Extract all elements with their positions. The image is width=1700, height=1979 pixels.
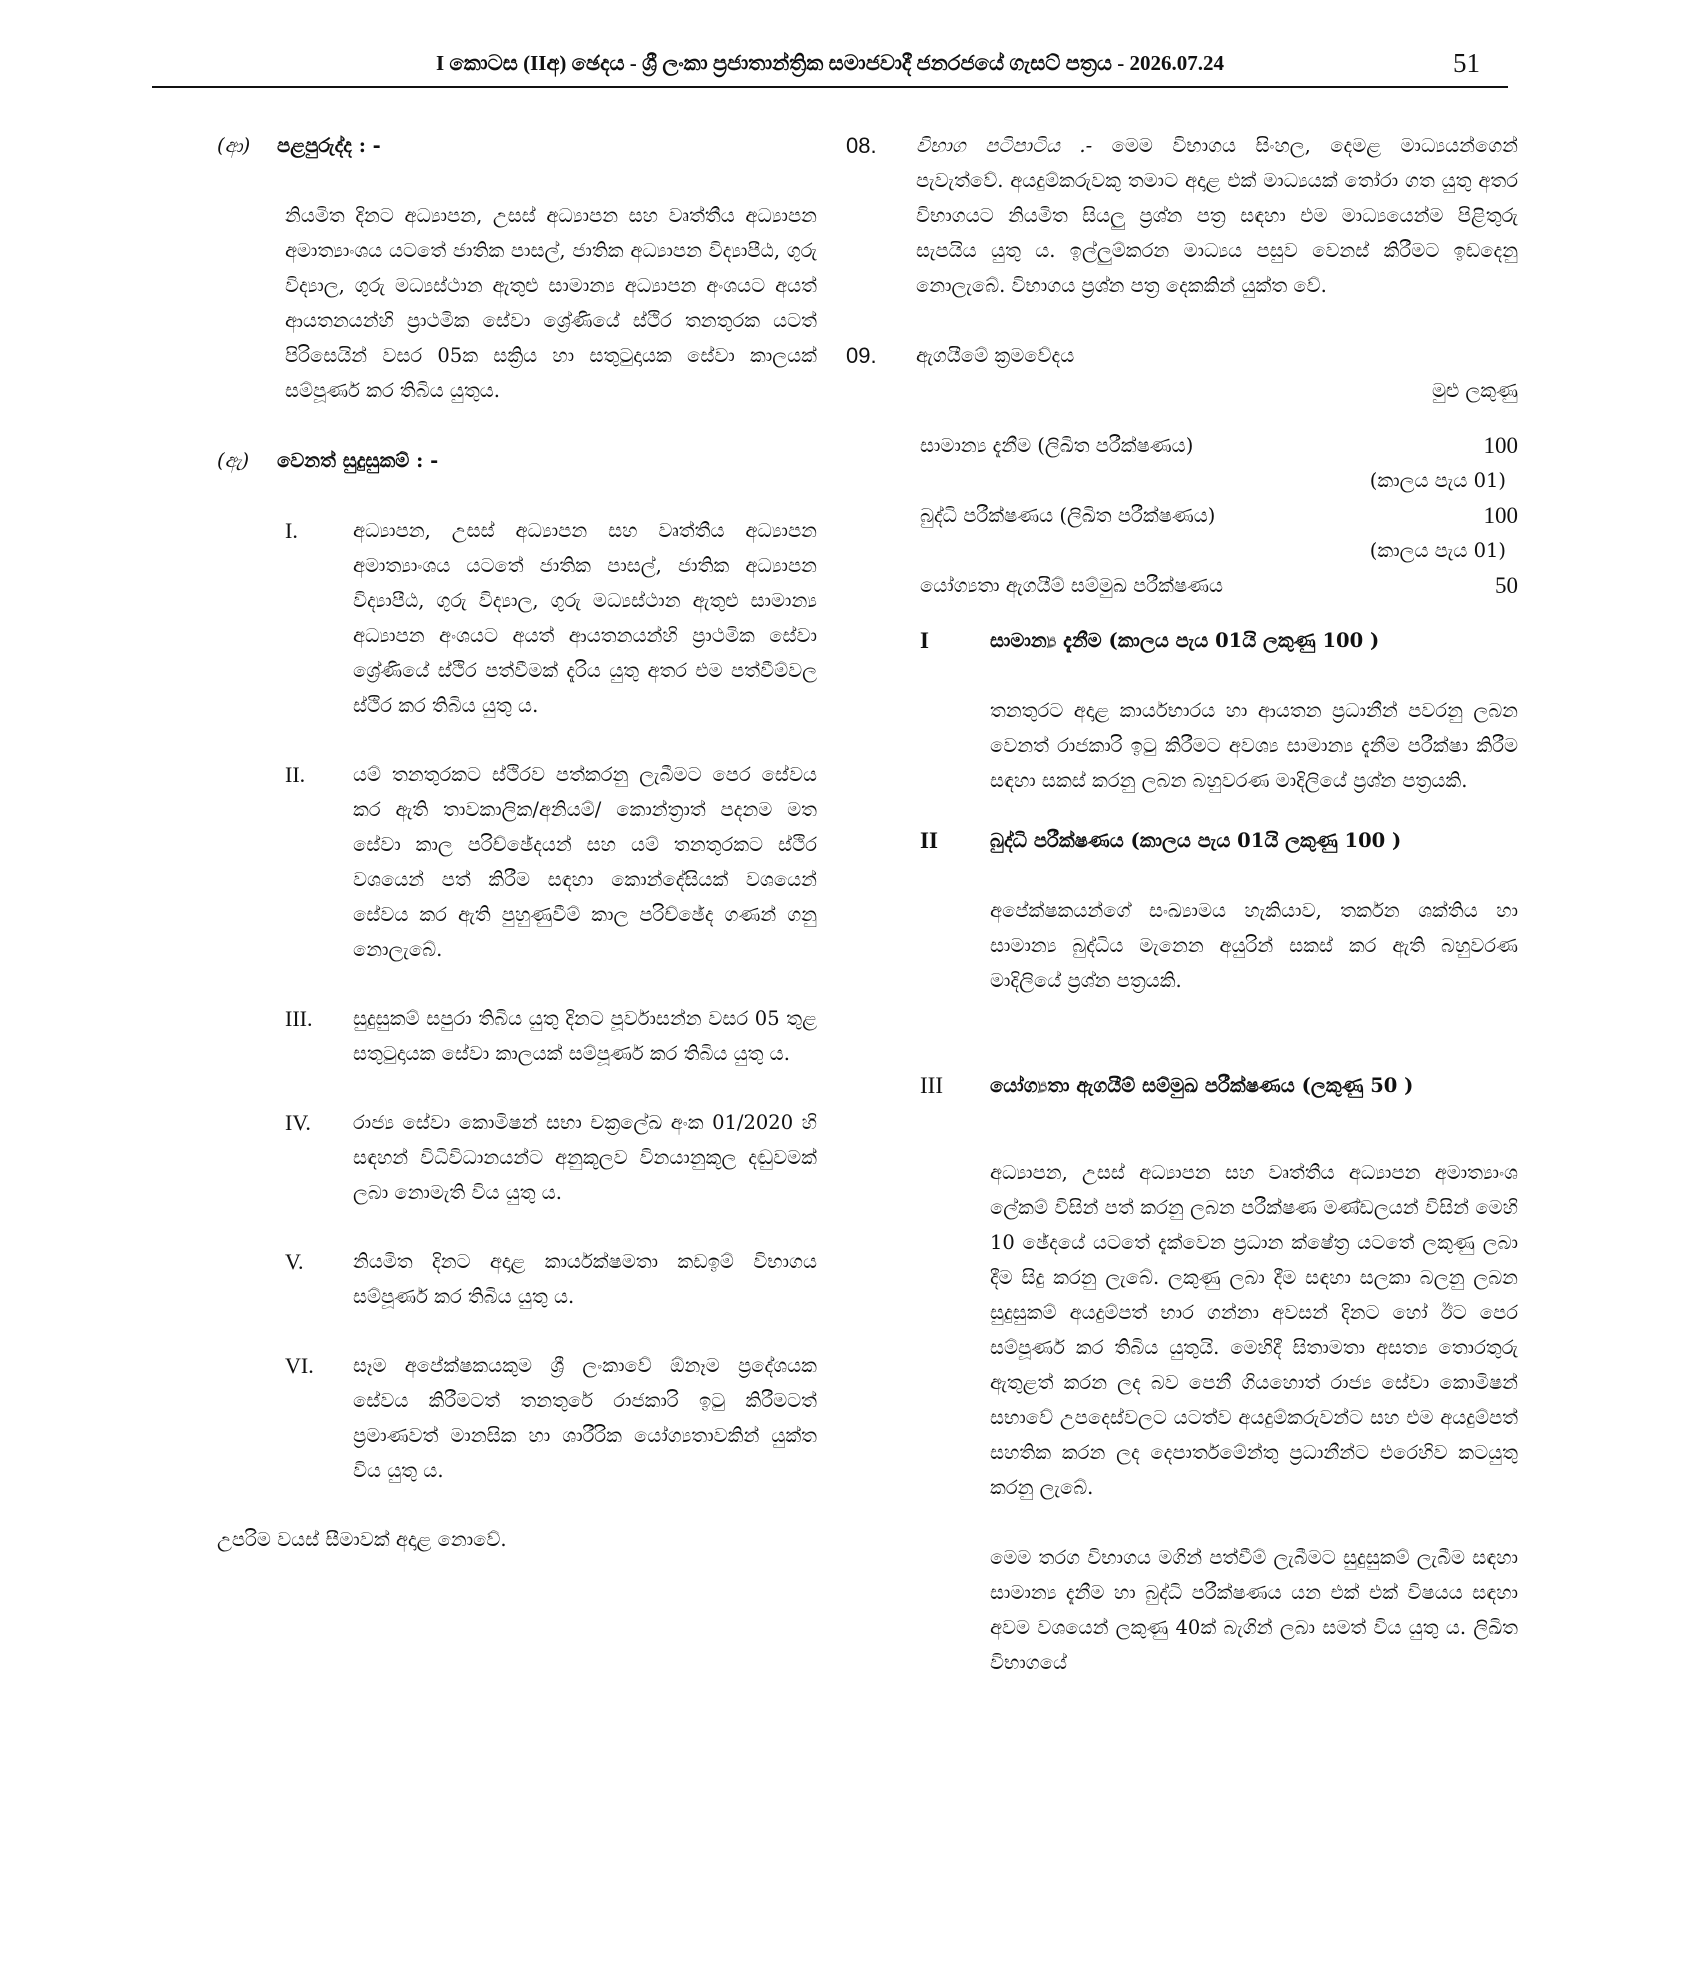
age-limit-note: උපරිම වයස් සීමාවක් අදාළ නොවේ. xyxy=(217,1528,507,1551)
subsection-heading xyxy=(920,1068,1518,1103)
exam-procedure-text xyxy=(916,128,1518,303)
marks-row-label: සාමාන්‍ය දැනීම (ලිඛිත පරීක්ෂණය) xyxy=(920,434,1194,457)
list-item xyxy=(285,1001,817,1071)
right-column xyxy=(846,128,1518,1680)
section-experience-text: නියමිත දිනට අධ්‍යාපන, උසස් අධ්‍යාපන සහ වෘත්තීය අධ්‍යාපන අමාත්‍යාංශය යටතේ ජාතික පාසල්, ජාතික අධ්‍යාපන විද්‍යාපීඨ, ගුරු විද්‍යාල, ගුරු මධ්‍යස්ථාන ඇතුළු සාමාන්‍ය අධ්‍යාපන අංශයට අයත් ආයතනයන්හි ප්‍රාථමික සේවා ශ්‍රේණියේ ස්ථිර තනතුරක යටත් පිරිසෙයින් වසර 05ක සක්‍රිය හා සතුටුදායක සේවා කාලයක් සම්පූර්ණ කර තිබිය යුතුය. xyxy=(285,204,817,402)
item-number: VI. xyxy=(285,1353,314,1378)
item-number: 09. xyxy=(846,343,877,368)
item-number: V. xyxy=(285,1249,304,1274)
list-item xyxy=(285,1105,817,1210)
left-column xyxy=(217,128,817,1557)
list-item xyxy=(285,513,817,723)
marks-row-value: 100 xyxy=(1483,503,1518,528)
item-text: අධ්‍යාපන, උසස් අධ්‍යාපන සහ වෘත්තීය අධ්‍යාපන අමාත්‍යාංශය යටතේ ජාතික පාසල්, ජාතික අධ්‍යාපන විද්‍යාපීඨ, ගුරු විද්‍යාල, ගුරු මධ්‍යස්ථාන ඇතුළු සාමාන්‍ය අධ්‍යාපන අංශයට අයත් ආයතනයන්හි ප්‍රාථමික සේවා ශ්‍රේණියේ ස්ථිර පත්වීමක් දැරිය යුතු අතර එම පත්වීම්වල ස්ථිර කර තිබිය යුතු ය. xyxy=(353,519,817,717)
subsection-number: III xyxy=(920,1073,943,1098)
list-item xyxy=(285,1348,817,1488)
exam-procedure-body: මෙම විභාගය සිංහල, දෙමළ මාධ්‍යයන්ගෙන් පැවැත්වේ. අයදුම්කරුවකු තමාට අදාළ එක් මාධ්‍යයක් තෝරා ගත යුතු අතර විභාගයට නියමිත සියලු ප්‍රශ්න පත්‍ර සඳහා එම මාධ්‍යයෙන්ම පිළිතුරු සැපයිය යුතු ය. ඉල්ලුම්කරන මාධ්‍යය පසුව වෙනස් කිරීමට ඉඩදෙනු නොලැබේ. විභාගය ප්‍රශ්න පත්‍ර දෙකකින් යුක්ත වේ. xyxy=(916,134,1518,297)
section-title: වෙනත් සුදුසුකම් : - xyxy=(277,449,439,472)
subsection-number: I xyxy=(920,628,929,653)
item-exam-procedure xyxy=(846,128,1518,303)
subsection-text: අධ්‍යාපන, උසස් අධ්‍යාපන සහ වෘත්තීය අධ්‍යාපන අමාත්‍යාංශ ලේකම් විසින් පත් කරනු ලබන පරීක්ෂණ මණ්ඩලයන් විසින් මෙහි 10 ඡේදයේ යටතේ දැක්වෙන ප්‍රධාන ක්ෂේත්‍ර යටතේ ලකුණු ලබා දීම සිදු කරනු ලැබේ. ලකුණු ලබා දීම සඳහා සලකා බලනු ලබන සුදුසුකම් අයදුම්පත් භාර ගන්නා අවසන් දිනට හෝ ඊට පෙර සම්පූර්ණ කර තිබිය යුතුයි. මෙහිදී සිතාමතා අසත්‍ය තොරතුරු ඇතුළත් කරන ලද බව පෙනී ගියහොත් රාජ්‍ය සේවා කොමිෂන් සභාවේ උපදෙස්වලට යටත්ව අයදුම්කරුවන්ට සහ එම අයදුම්පත් සහතික කරන ලද දෙපාර්තමේන්තු ප්‍රධානීන්ට එරෙහිව කටයුතු කරනු ලැබේ. xyxy=(990,1161,1518,1499)
subsection-heading xyxy=(920,823,1518,858)
list-item xyxy=(285,757,817,967)
item-number: II. xyxy=(285,762,306,787)
subsection-interview xyxy=(846,1068,1518,1680)
marks-row-label: බුද්ධි පරීක්ෂණය (ලිඛිත පරීක්ෂණය) xyxy=(920,504,1216,527)
qualifications-list xyxy=(285,513,817,1488)
section-letter: (ආ) xyxy=(217,134,251,157)
gazette-header-title: I කොටස (IIඅ) ඡෙදය - ශ්‍රී ලංකා ප්‍රජාතාන්ත්‍රික සමාජවාදී ජනරජයේ ගැසට් පත්‍රය - 2026.07.24 xyxy=(435,51,1225,75)
subsection-title: බුද්ධි පරීක්ෂණය (කාලය පැය 01යි ලකුණු 100 ) xyxy=(990,829,1402,852)
marks-row-duration: (කාලය පැය 01) xyxy=(1369,469,1506,492)
subsection-text: තනතුරට අදාළ කාර්යභාරය හා ආයතන ප්‍රධානීන් පවරනු ලබන වෙනත් රාජකාරි ඉටු කිරීමට අවශ්‍ය සාමාන්‍ය දැනීම පරීක්ෂා කිරීම සඳහා සකස් කරනු ලබන බහුවරණ මාදිලියේ ප්‍රශ්න පත්‍රයකි. xyxy=(990,699,1518,792)
item-evaluation-method xyxy=(846,338,1518,373)
marks-row xyxy=(920,428,1518,463)
subsection-text: මෙම තරග විභාගය මගින් පත්වීම් ලැබීමට සුදුසුකම් ලැබීම සඳහා සාමාන්‍ය දැනීම හා බුද්ධි පරීක්ෂණය යන එක් එක් විෂයය සඳහා අවම වශයෙන් ලකුණු 40ක් බැගින් ලබා සමත් විය යුතු ය. ලිඛිත විභාගයේ xyxy=(990,1546,1518,1674)
gazette-header xyxy=(152,48,1508,88)
section-other-qualifications xyxy=(217,443,817,1557)
item-text: සෑම අපේක්ෂකයකුම ශ්‍රී ලංකාවේ ඕනෑම ප්‍රදේශයක සේවය කිරීමටත් තනතුරේ රාජකාරි ඉටු කිරීමටත් ප්‍රමාණවත් මානසික හා ශාරීරික යෝග්‍යතාවකින් යුක්ත විය යුතු ය. xyxy=(353,1354,817,1482)
marks-row xyxy=(920,498,1518,533)
subsection-number: II xyxy=(920,828,938,853)
evaluation-method-title: ඇගයීමේ ක්‍රමවේදය xyxy=(916,344,1075,367)
section-experience-heading xyxy=(217,128,817,163)
item-number: I. xyxy=(285,518,298,543)
item-number: 08. xyxy=(846,133,877,158)
marks-row xyxy=(920,568,1518,603)
item-text: රාජ්‍ය සේවා කොමිෂන් සභා චක්‍රලේඛ අංක 01/2020 හි සඳහන් විධිවිධානයන්ට අනුකූලව විනයානුකූල දඬුවමක් ලබා නොමැති විය යුතු ය. xyxy=(353,1111,817,1204)
section-letter: (ඇ) xyxy=(217,449,250,472)
marks-row-duration: (කාලය පැය 01) xyxy=(1369,539,1506,562)
list-item xyxy=(285,1244,817,1314)
subsection-intelligence-test xyxy=(846,823,1518,998)
marks-row-value: 100 xyxy=(1483,433,1518,458)
total-marks-label: මුළු ලකුණු xyxy=(1431,379,1518,402)
subsection-title: යෝග්‍යතා ඇගයීම් සම්මුඛ පරීක්ෂණය (ලකුණු 50 ) xyxy=(990,1074,1414,1097)
subsection-text: අපේක්ෂකයන්ගේ සංඛ්‍යාමය හැකියාව, තර්කන ශක්තිය හා සාමාන්‍ය බුද්ධිය මැනෙන අයුරින් සකස් කර ඇති බහුවරණ මාදිලියේ ප්‍රශ්න පත්‍රයකි. xyxy=(990,899,1518,992)
item-text: යම් තනතුරකට ස්ථිරව පත්කරනු ලැබීමට පෙර සේවය කර ඇති තාවකාලික/අනියම්/ කොන්ත්‍රාත් පදනම මත සේවා කාල පරිච්ඡේදයන් සහ යම් තනතුරකට ස්ථිර වශයෙන් පත් කිරීම සඳහා කොන්දේසියක් වශයෙන් සේවය කර ඇති පුහුණුවීම් කාල පරිච්ඡේද ගණන් ගනු නොලැබේ. xyxy=(353,763,817,961)
marks-row-label: යෝග්‍යතා ඇගයීම් සම්මුඛ පරීක්ෂණය xyxy=(920,574,1224,597)
item-text: සුදුසුකම් සපුරා තිබිය යුතු දිනට පූර්වාසන්න වසර 05 තුළ සතුටුදායක සේවා කාලයක් සම්පූර්ණ කර තිබිය යුතු ය. xyxy=(353,1007,817,1065)
page-number: 51 xyxy=(1453,48,1480,78)
subsection-title: සාමාන්‍ය දැනීම (කාලය පැය 01යි ලකුණු 100 ) xyxy=(990,629,1380,652)
marks-row-value: 50 xyxy=(1495,573,1518,598)
subsection-general-knowledge xyxy=(846,623,1518,798)
exam-procedure-lead: විභාග පටිපාටිය .- xyxy=(916,134,1093,157)
section-other-qualifications-heading xyxy=(217,443,817,478)
subsection-heading xyxy=(920,623,1518,658)
section-title: පළපුරුද්ද : - xyxy=(277,134,381,157)
section-experience xyxy=(217,128,817,408)
item-number: III. xyxy=(285,1006,313,1031)
item-number: IV. xyxy=(285,1110,311,1135)
marks-table xyxy=(846,428,1518,603)
item-text: නියමිත දිනට අදාළ කාර්යක්ෂමතා කඩඉම් විභාගය සම්පූර්ණ කර තිබිය යුතු ය. xyxy=(353,1250,817,1308)
